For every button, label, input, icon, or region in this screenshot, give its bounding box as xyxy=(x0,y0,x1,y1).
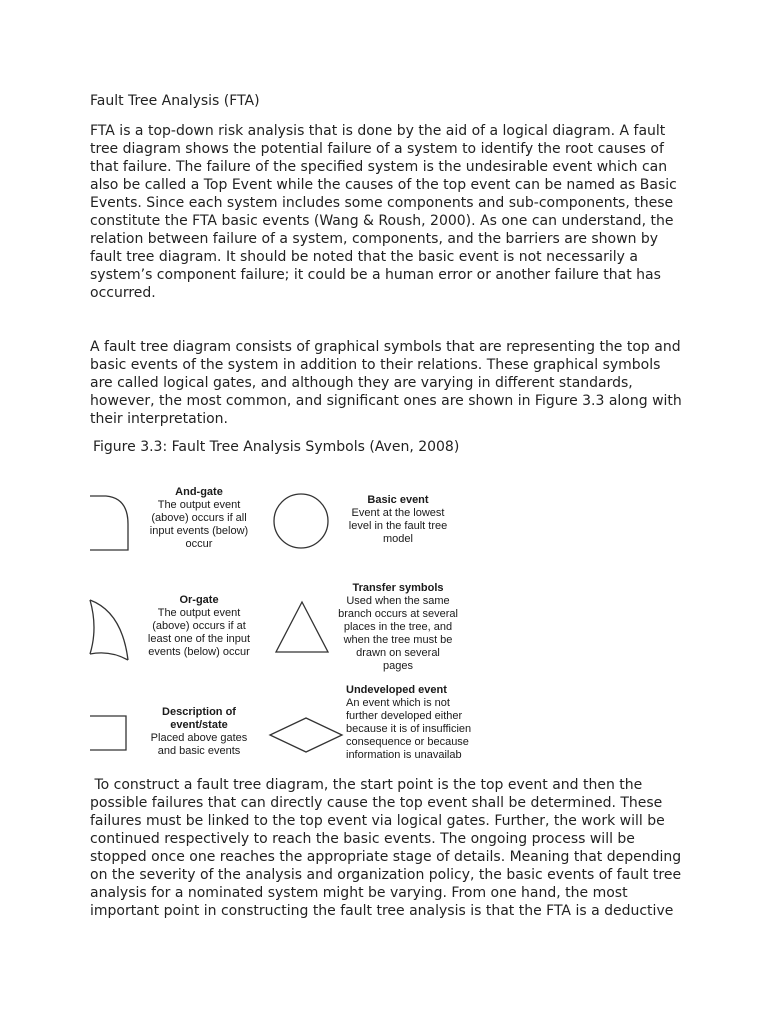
transfer-desc-line: drawn on several xyxy=(356,647,440,659)
text-line: however, the most common, and significant ones are shown in Figure 3.3 along with xyxy=(90,393,682,409)
text-line: continued respectively to reach the basic events. The ongoing process will be xyxy=(90,831,635,847)
transfer-label xyxy=(330,582,466,673)
and-gate-desc-line: input events (below) xyxy=(149,525,249,537)
undeveloped-event-desc-line: An event which is not xyxy=(346,697,450,709)
or-gate-desc-line: least one of the input xyxy=(147,633,251,645)
and-gate-title: And-gate xyxy=(175,486,223,498)
text-line: occurred. xyxy=(90,285,156,301)
basic-event-label xyxy=(328,494,468,546)
transfer-title: Transfer symbols xyxy=(352,582,444,594)
undeveloped-event-desc-line: further developed either xyxy=(346,710,463,722)
text-line: FTA is a top-down risk analysis that is done by the aid of a logical diagram. A fault xyxy=(90,123,666,139)
basic-event-desc-line: Event at the lowest xyxy=(351,507,445,519)
undeveloped-event-label xyxy=(346,684,476,758)
text-line: failures must be linked to the top event via logical gates. Further, the work will be xyxy=(90,813,665,829)
text-line: that failure. The failure of the specified system is the undesirable event which can xyxy=(90,159,668,175)
and-gate-symbol xyxy=(88,494,134,552)
figure-caption: Figure 3.3: Fault Tree Analysis Symbols (Aven, 2008) xyxy=(93,439,460,455)
or-gate-title: Or-gate xyxy=(179,594,219,606)
paragraph-construction xyxy=(90,776,690,920)
transfer-desc-line: branch occurs at several xyxy=(338,608,458,620)
paragraph-fault-tree-symbols xyxy=(90,338,690,428)
or-gate-desc-line: events (below) occur xyxy=(148,646,250,658)
and-gate-label xyxy=(134,486,264,551)
fta-symbols-figure xyxy=(88,478,488,758)
basic-event-desc-line: level in the fault tree xyxy=(348,520,448,532)
text-line: fault tree diagram. It should be noted that the basic event is not necessarily a xyxy=(90,249,638,265)
text-line: analysis for a nominated system might be varying. From one hand, the most xyxy=(90,885,628,901)
text-line: constitute the FTA basic events (Wang & Roush, 2000). As one can understand, the xyxy=(90,213,674,229)
basic-event-title: Basic event xyxy=(367,494,429,506)
paragraph-fta-intro xyxy=(90,122,690,302)
undeveloped-event-symbol xyxy=(268,716,344,756)
or-gate-desc-line: (above) occurs if at xyxy=(152,620,246,632)
undeveloped-event-title: Undeveloped event xyxy=(346,684,447,696)
and-gate-desc-line: (above) occurs if all xyxy=(151,512,247,524)
text-line: stopped once one reaches the appropriate stage of details. Meaning that depending xyxy=(90,849,682,865)
undeveloped-event-desc-line: consequence or because xyxy=(346,736,469,748)
basic-event-symbol xyxy=(272,492,330,550)
text-line: system’s component failure; it could be a human error or another failure that has xyxy=(90,267,661,283)
description-event-title: event/state xyxy=(170,719,228,731)
basic-event-desc-line: model xyxy=(383,533,413,545)
text-line: on the severity of the analysis and organization policy, the basic events of fault tree xyxy=(90,867,682,883)
or-gate-symbol xyxy=(88,598,134,662)
text-line: possible failures that can directly cause the top event shall be determined. These xyxy=(90,795,663,811)
undeveloped-event-desc-line: because it is of insufficien xyxy=(346,723,472,735)
text-line: are called logical gates, and although they are varying in different standards, xyxy=(90,375,633,391)
or-gate-desc-line: The output event xyxy=(157,607,241,619)
text-line: their interpretation. xyxy=(90,411,228,427)
text-line: relation between failure of a system, components, and the barriers are shown by xyxy=(90,231,659,247)
transfer-desc-line: Used when the same xyxy=(346,595,450,607)
text-line: important point in constructing the fault tree analysis is that the FTA is a deductive xyxy=(90,903,674,919)
or-gate-label xyxy=(134,594,264,659)
transfer-desc-line: places in the tree, and xyxy=(343,621,453,633)
transfer-desc-line: pages xyxy=(383,660,413,672)
description-event-desc-line: Placed above gates xyxy=(150,732,248,744)
text-line: Events. Since each system includes some components and sub-components, these xyxy=(90,195,674,211)
and-gate-desc-line: occur xyxy=(185,538,213,550)
description-event-desc-line: and basic events xyxy=(157,745,241,757)
text-line: tree diagram shows the potential failure of a system to identify the root causes of xyxy=(90,141,664,157)
description-event-title: Description of xyxy=(162,706,236,718)
text-line: A fault tree diagram consists of graphical symbols that are representing the top and xyxy=(90,339,681,355)
transfer-desc-line: when the tree must be xyxy=(343,634,453,646)
transfer-symbol xyxy=(274,600,330,654)
text-line: To construct a fault tree diagram, the start point is the top event and then the xyxy=(90,777,643,793)
document-heading: Fault Tree Analysis (FTA) xyxy=(90,93,260,109)
text-line: basic events of the system in addition to their relations. These graphical symbols xyxy=(90,357,661,373)
and-gate-desc-line: The output event xyxy=(157,499,241,511)
description-event-label xyxy=(134,706,264,758)
text-line: also be called a Top Event while the causes of the top event can be named as Basic xyxy=(90,177,677,193)
undeveloped-event-desc-line: information is unavailab xyxy=(346,749,462,758)
description-event-symbol xyxy=(88,714,130,754)
